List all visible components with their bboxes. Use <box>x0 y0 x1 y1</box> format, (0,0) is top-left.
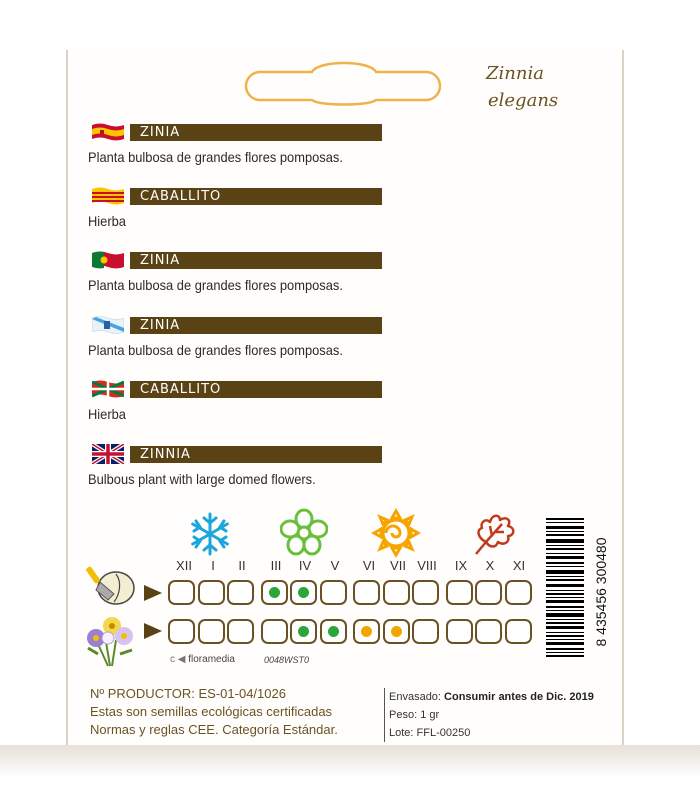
flowering-month-cell <box>261 619 288 644</box>
flowering-month-cell <box>353 619 380 644</box>
month-label: VII <box>390 558 406 573</box>
producer-number: Nº PRODUCTOR: ES-01-04/1026 <box>90 686 286 701</box>
flowering-bouquet-icon <box>80 608 144 668</box>
packed-label: Envasado: <box>389 691 441 703</box>
common-name-plate: ZINIA <box>130 317 382 334</box>
flowering-month-cell <box>290 619 317 644</box>
lot-value: FFL-00250 <box>416 727 471 739</box>
flowering-month-cell <box>320 619 347 644</box>
sowing-month-cell <box>198 580 225 605</box>
lot-label: Lote: <box>389 727 414 739</box>
month-label: V <box>330 558 340 573</box>
month-label: IV <box>298 558 312 573</box>
species-epithet: elegans <box>488 90 559 111</box>
packaging-info <box>384 688 594 742</box>
flowering-dot <box>298 626 309 637</box>
month-label: VIII <box>417 558 437 573</box>
sowing-month-cell <box>383 580 410 605</box>
species-name <box>486 60 586 114</box>
flowering-month-cell <box>412 619 439 644</box>
sowing-month-cell <box>290 580 317 605</box>
certification-line: Estas son semillas ecológicas certificadas <box>90 704 333 719</box>
flowering-month-cell <box>227 619 254 644</box>
sowing-month-cell <box>505 580 532 605</box>
flowering-month-cell <box>198 619 225 644</box>
sowing-dot <box>298 587 309 598</box>
month-label: I <box>211 558 215 573</box>
regulation-line: Normas y reglas CEE. Categoría Estándar. <box>90 722 338 737</box>
packet-bottom-edge <box>0 745 700 800</box>
lot-row <box>389 724 594 742</box>
catalonia-flag-icon <box>92 186 124 206</box>
uk-flag-icon <box>92 444 124 464</box>
common-name-plate: ZINIA <box>130 252 382 269</box>
month-label: III <box>270 558 282 573</box>
description: Hierba <box>88 406 126 422</box>
month-label: XII <box>176 558 192 573</box>
flowering-dot <box>328 626 339 637</box>
common-name-plate: CABALLITO <box>130 188 382 205</box>
basque-flag-icon <box>92 379 124 399</box>
common-name-plate: ZINIA <box>130 124 382 141</box>
sowing-month-cell <box>227 580 254 605</box>
flowering-month-cell <box>475 619 502 644</box>
flowering-month-cell <box>383 619 410 644</box>
logo-mark-icon: c ◀ <box>170 654 189 665</box>
sowing-month-cell <box>412 580 439 605</box>
month-label: X <box>485 558 495 573</box>
language-block-en <box>88 444 568 487</box>
common-name-plate: ZINNIA <box>130 446 382 463</box>
arrow-icon <box>144 585 164 601</box>
sowing-month-cell <box>353 580 380 605</box>
arrow-icon <box>144 623 164 639</box>
language-block-eu <box>88 379 568 422</box>
sowing-month-cell <box>320 580 347 605</box>
sowing-trowel-icon <box>86 564 142 608</box>
packed-value: Consumir antes de Dic. 2019 <box>444 691 594 703</box>
month-label: II <box>238 558 246 573</box>
spring-flower-icon <box>280 508 328 558</box>
sowing-month-cell <box>261 580 288 605</box>
flowering-dot <box>361 626 372 637</box>
sowing-month-cell <box>168 580 195 605</box>
description: Planta bulbosa de grandes flores pomposas. <box>88 342 343 358</box>
sowing-month-cell <box>475 580 502 605</box>
producer-info <box>90 685 338 739</box>
flowering-month-cell <box>168 619 195 644</box>
weight-label: Peso: <box>389 709 418 721</box>
autumn-leaf-icon <box>468 510 520 560</box>
language-block-gl <box>88 315 568 358</box>
description: Planta bulbosa de grandes flores pomposas. <box>88 277 343 293</box>
month-label: VI <box>362 558 376 573</box>
sowing-month-cell <box>446 580 473 605</box>
galicia-flag-icon <box>92 315 124 335</box>
portugal-flag-icon <box>92 250 124 270</box>
month-label: XI <box>512 558 526 573</box>
language-block-pt <box>88 250 568 293</box>
language-block-ca <box>88 186 568 229</box>
weight-row <box>389 706 594 724</box>
winter-snowflake-icon <box>186 510 234 558</box>
month-label: IX <box>454 558 468 573</box>
sowing-dot <box>269 587 280 598</box>
language-block-es <box>88 122 568 165</box>
description: Hierba <box>88 213 126 229</box>
flowering-month-cell <box>505 619 532 644</box>
species-genus: Zinnia <box>486 63 544 84</box>
weight-value: 1 gr <box>420 709 440 721</box>
logo-text: floramedia <box>188 654 235 665</box>
spain-flag-icon <box>92 122 124 142</box>
common-name-plate: CABALLITO <box>130 381 382 398</box>
brand-logo <box>170 654 235 665</box>
product-code: 0048WST0 <box>264 655 310 665</box>
flowering-month-cell <box>446 619 473 644</box>
flowering-dot <box>391 626 402 637</box>
summer-sun-icon <box>371 508 421 558</box>
barcode-number: 8 435456 300480 <box>593 537 609 647</box>
description: Planta bulbosa de grandes flores pomposas. <box>88 149 343 165</box>
packed-row <box>389 688 594 706</box>
hanger-hole-outline <box>238 56 448 106</box>
description: Bulbous plant with large domed flowers. <box>88 471 316 487</box>
